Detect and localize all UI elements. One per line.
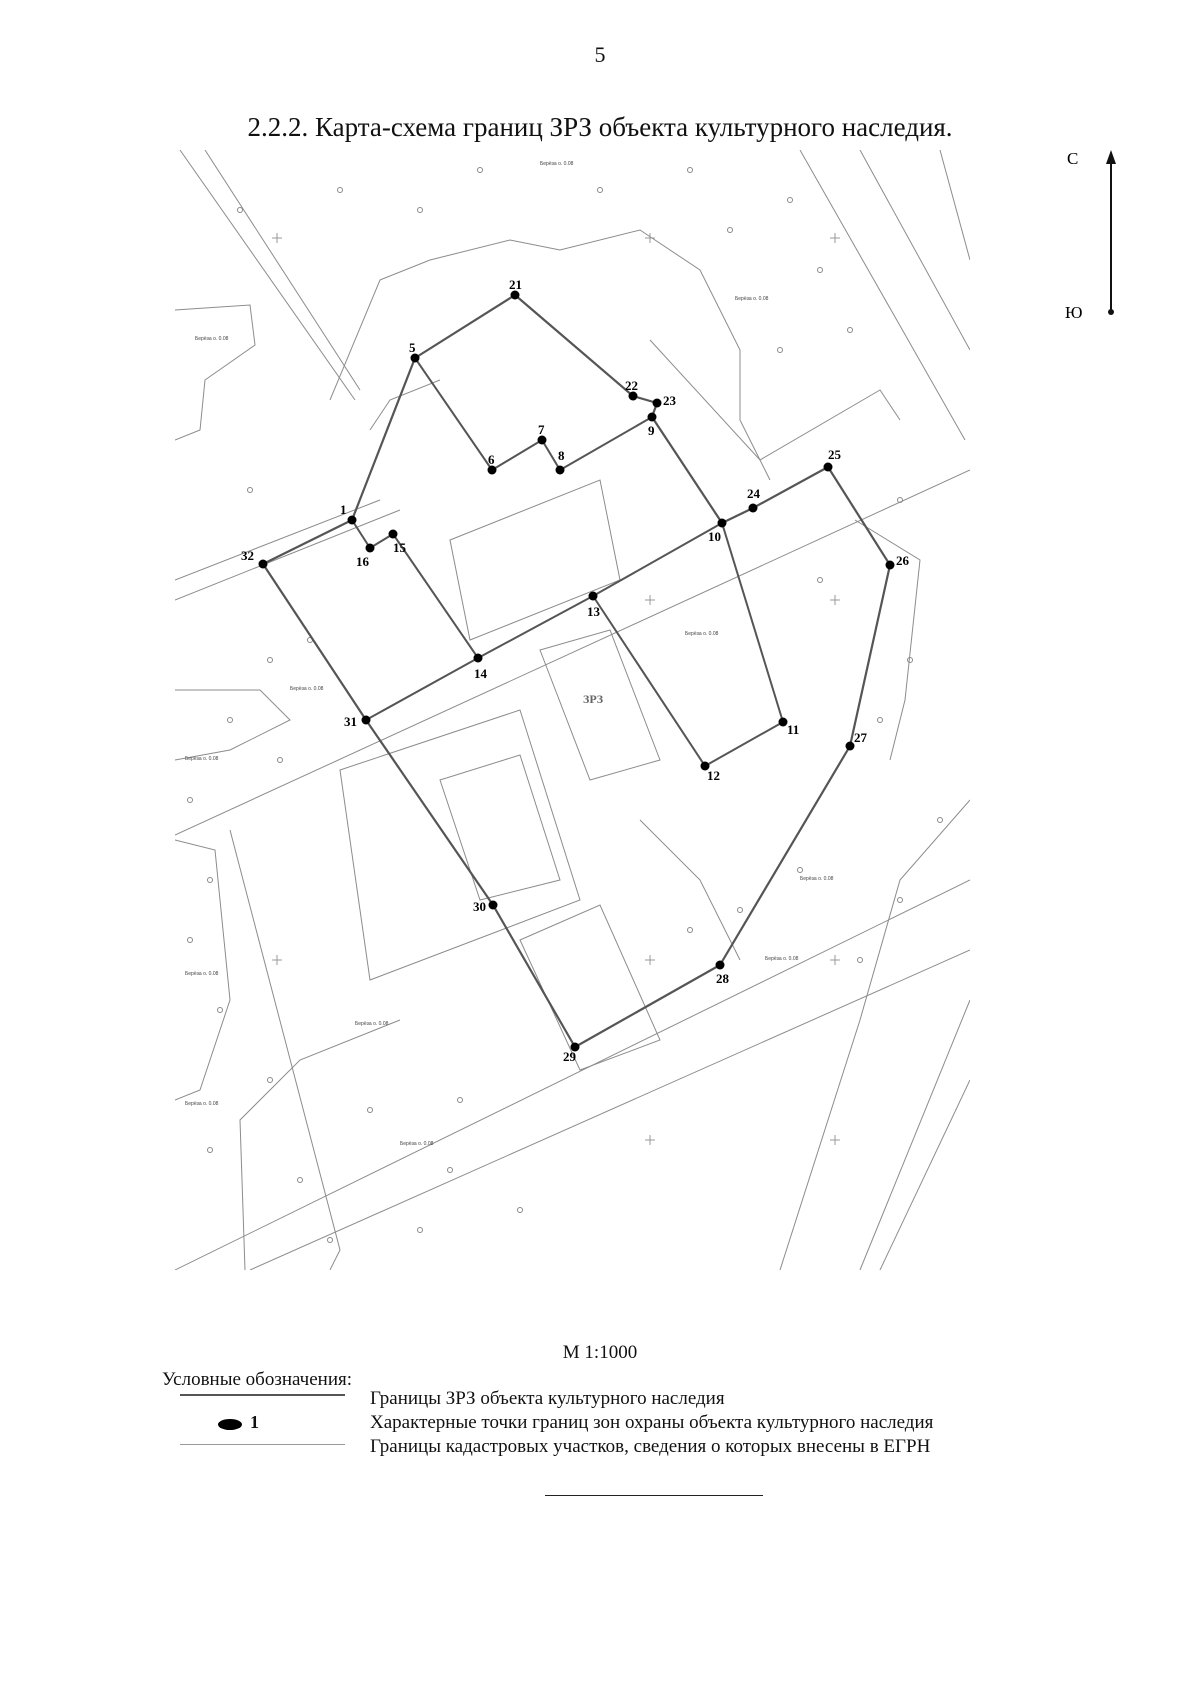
- boundary-point-24: [749, 504, 758, 513]
- north-arrow: [1065, 150, 1125, 350]
- boundary-point-label-12: 12: [707, 768, 720, 783]
- svg-text:Берёза о. 0.08: Берёза о. 0.08: [355, 1021, 389, 1027]
- svg-text:Берёза о. 0.08: Берёза о. 0.08: [800, 876, 834, 882]
- boundary-point-label-5: 5: [409, 340, 416, 355]
- boundary-point-label-26: 26: [896, 553, 909, 568]
- legend-line-symbol: [180, 1394, 345, 1396]
- legend-item-points: Характерные точки границ зон охраны объекта культурного наследия: [370, 1412, 934, 1433]
- legend-thin-line-symbol: [180, 1444, 345, 1445]
- boundary-point-9: [648, 413, 657, 422]
- boundary-point-label-13: 13: [587, 604, 600, 619]
- legend-item-zrz: Границы ЗРЗ объекта культурного наследия: [370, 1388, 725, 1409]
- svg-text:Берёза о. 0.08: Берёза о. 0.08: [185, 756, 219, 762]
- boundary-point-label-32: 32: [241, 548, 254, 563]
- scale-label: М 1:1000: [562, 1342, 638, 1363]
- boundary-point-label-8: 8: [558, 448, 565, 463]
- boundary-point-14: [474, 654, 483, 663]
- svg-text:Берёза о. 0.08: Берёза о. 0.08: [685, 631, 719, 637]
- boundary-point-26: [886, 561, 895, 570]
- boundary-point-31: [362, 716, 371, 725]
- boundary-point-label-23: 23: [663, 393, 676, 408]
- svg-text:Берёза о. 0.08: Берёза о. 0.08: [540, 161, 574, 167]
- boundary-point-label-30: 30: [473, 899, 486, 914]
- boundary-point-label-9: 9: [648, 423, 655, 438]
- legend-point-symbol: [218, 1419, 242, 1430]
- boundary-point-label-14: 14: [474, 666, 487, 681]
- legend-point-number: 1: [250, 1412, 259, 1432]
- svg-text:Берёза о. 0.08: Берёза о. 0.08: [735, 296, 769, 302]
- boundary-point-32: [259, 560, 268, 569]
- zrz-inner-lines: [352, 358, 783, 766]
- svg-text:Берёза о. 0.08: Берёза о. 0.08: [290, 686, 324, 692]
- boundary-point-1: [348, 516, 357, 525]
- boundary-point-label-29: 29: [563, 1049, 576, 1064]
- boundary-point-8: [556, 466, 565, 475]
- boundary-point-label-28: 28: [716, 971, 729, 986]
- boundary-point-25: [824, 463, 833, 472]
- boundary-point-label-7: 7: [538, 422, 545, 437]
- boundary-points: [241, 277, 910, 1064]
- separator-rule: [545, 1495, 763, 1496]
- boundary-point-label-24: 24: [747, 486, 760, 501]
- boundary-point-label-15: 15: [393, 540, 406, 555]
- boundary-point-label-16: 16: [356, 554, 369, 569]
- boundary-point-label-27: 27: [854, 730, 867, 745]
- boundary-point-label-10: 10: [708, 529, 721, 544]
- compass-south-label: Ю: [1065, 303, 1083, 322]
- cadastral-boundaries: [175, 150, 970, 1270]
- boundary-point-label-1: 1: [340, 502, 347, 517]
- boundary-point-13: [589, 592, 598, 601]
- svg-text:Берёза о. 0.08: Берёза о. 0.08: [185, 971, 219, 977]
- page-title: 2.2.2. Карта-схема границ ЗРЗ объекта культурного наследия.: [247, 112, 953, 142]
- boundary-point-label-6: 6: [488, 452, 495, 467]
- boundary-point-label-11: 11: [787, 722, 800, 737]
- zone-map: [175, 150, 970, 1270]
- boundary-point-30: [489, 901, 498, 910]
- boundary-point-label-22: 22: [625, 378, 638, 393]
- boundary-point-label-21: 21: [509, 277, 522, 292]
- svg-text:Берёза о. 0.08: Берёза о. 0.08: [765, 956, 799, 962]
- legend-item-cadastral: Границы кадастровых участков, сведения о которых внесены в ЕГРН: [370, 1436, 931, 1457]
- grid-crosses: [272, 233, 840, 1145]
- zone-label: ЗРЗ: [583, 692, 604, 706]
- boundary-point-15: [389, 530, 398, 539]
- page-number: 5: [594, 42, 606, 67]
- svg-text:Берёза о. 0.08: Берёза о. 0.08: [195, 336, 229, 342]
- svg-text:Берёза о. 0.08: Берёза о. 0.08: [185, 1101, 219, 1107]
- boundary-point-16: [366, 544, 375, 553]
- map-annotations: [185, 161, 834, 1147]
- compass-north-label: С: [1067, 150, 1079, 168]
- zrz-boundary: [263, 295, 890, 1047]
- svg-text:Берёза о. 0.08: Берёза о. 0.08: [400, 1141, 434, 1147]
- boundary-point-23: [653, 399, 662, 408]
- terrain-markers: [188, 168, 943, 1243]
- boundary-point-10: [718, 519, 727, 528]
- boundary-point-label-25: 25: [828, 447, 841, 462]
- boundary-point-label-31: 31: [344, 714, 357, 729]
- boundary-point-28: [716, 961, 725, 970]
- legend-title: Условные обозначения:: [162, 1369, 353, 1390]
